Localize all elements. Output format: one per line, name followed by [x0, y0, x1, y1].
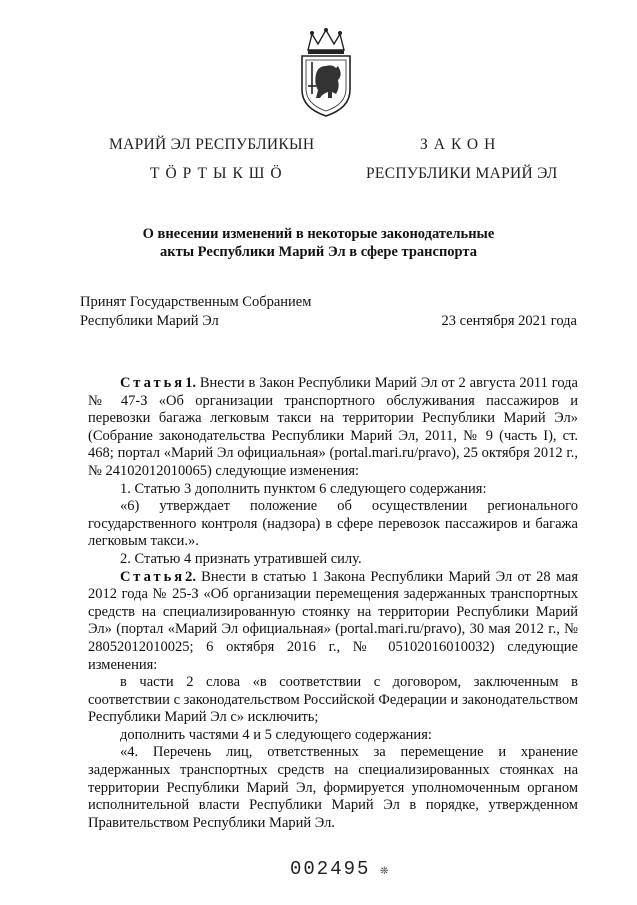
adopted-date: 23 сентября 2021 года: [441, 313, 577, 329]
article1-item: 1. Статью 3 дополнить пунктом 6 следующего содержания:: [120, 480, 487, 497]
header-left-line2: ТӦРТЫКШӦ: [150, 165, 288, 182]
header-right-line1: ЗАКОН: [420, 136, 502, 153]
article2-label: Статья: [120, 568, 186, 585]
article2-number: 2.: [185, 568, 196, 585]
document-body: [88, 375, 578, 832]
coat-of-arms-emblem: [296, 28, 356, 118]
article2-text: Внести в статью 1 Закона Республики Марий Эл от 28 мая 2012 года № 25-З «Об организации перемещения задержанных транспортных средств на специализированную стоянку на территории Республики Марий Эл» (портал «Марий Эл официальная» (portal.mari.ru/pravo), 30 мая 2012 г., № 28052012010025; 6 октября 2016 г., № 05102016010032) следующие изменения:: [88, 568, 578, 673]
article2-intro: [88, 569, 578, 675]
title-line1: О внесении изменений в некоторые законодательные: [142, 226, 495, 242]
article1-item: 2. Статью 4 признать утратившей силу.: [120, 550, 362, 567]
article2-item: «4. Перечень лиц, ответственных за перемещение и хранение задержанных транспортных средств на специализированных стоянках на территории Республики Марий Эл, формируется уполномоченным органом исполнительной власти Республики Марий Эл в порядке, утвержденном Правительством Республики Марий Эл.: [88, 744, 578, 831]
article2-item: дополнить частями 4 и 5 следующего содержания:: [120, 726, 432, 743]
article1-label: Статья: [120, 375, 186, 391]
article1-text: Внести в Закон Республики Марий Эл от 2 августа 2011 года № 47-З «Об организации транспортного обслуживания пассажиров и перевозки багажа легковым такси на территории Республики Марий Эл» (Собрание законодательства Республики Марий Эл, 2011, № 9 (часть I), ст. 468; портал «Марий Эл официальная» (portal.mari.ru/pravo), 25 октября 2012 г., № 24102012010065) следующие изменения:: [88, 375, 578, 479]
title-line2: акты Республики Марий Эл в сфере транспорта: [160, 244, 477, 260]
header-left-line1: МАРИЙ ЭЛ РЕСПУБЛИКЫН: [109, 136, 315, 153]
adopted-row: [80, 312, 577, 331]
document-title: [60, 225, 577, 261]
article1-intro: [88, 375, 578, 481]
adopted-line1: Принят Государственным Собранием: [80, 294, 312, 310]
adoption-block: [80, 293, 577, 331]
ornament-mark-icon: ❊: [380, 863, 389, 878]
serial-number: 002495: [290, 858, 371, 880]
serial-number-footer: [290, 858, 388, 880]
article1-item: «6) утверждает положение об осуществлении регионального государственного контроля (надзора) в сфере перевозок пассажиров и багажа легковым такси.».: [88, 498, 578, 550]
adopted-line2: Республики Марий Эл: [80, 313, 219, 329]
header-right-line2: РЕСПУБЛИКИ МАРИЙ ЭЛ: [366, 165, 558, 182]
article2-item: в части 2 слова «в соответствии с договором, заключенным в соответствии с законодательством Российской Федерации и законодательством Республики Марий Эл с» исключить;: [88, 674, 578, 726]
article1-number: 1.: [185, 375, 196, 391]
